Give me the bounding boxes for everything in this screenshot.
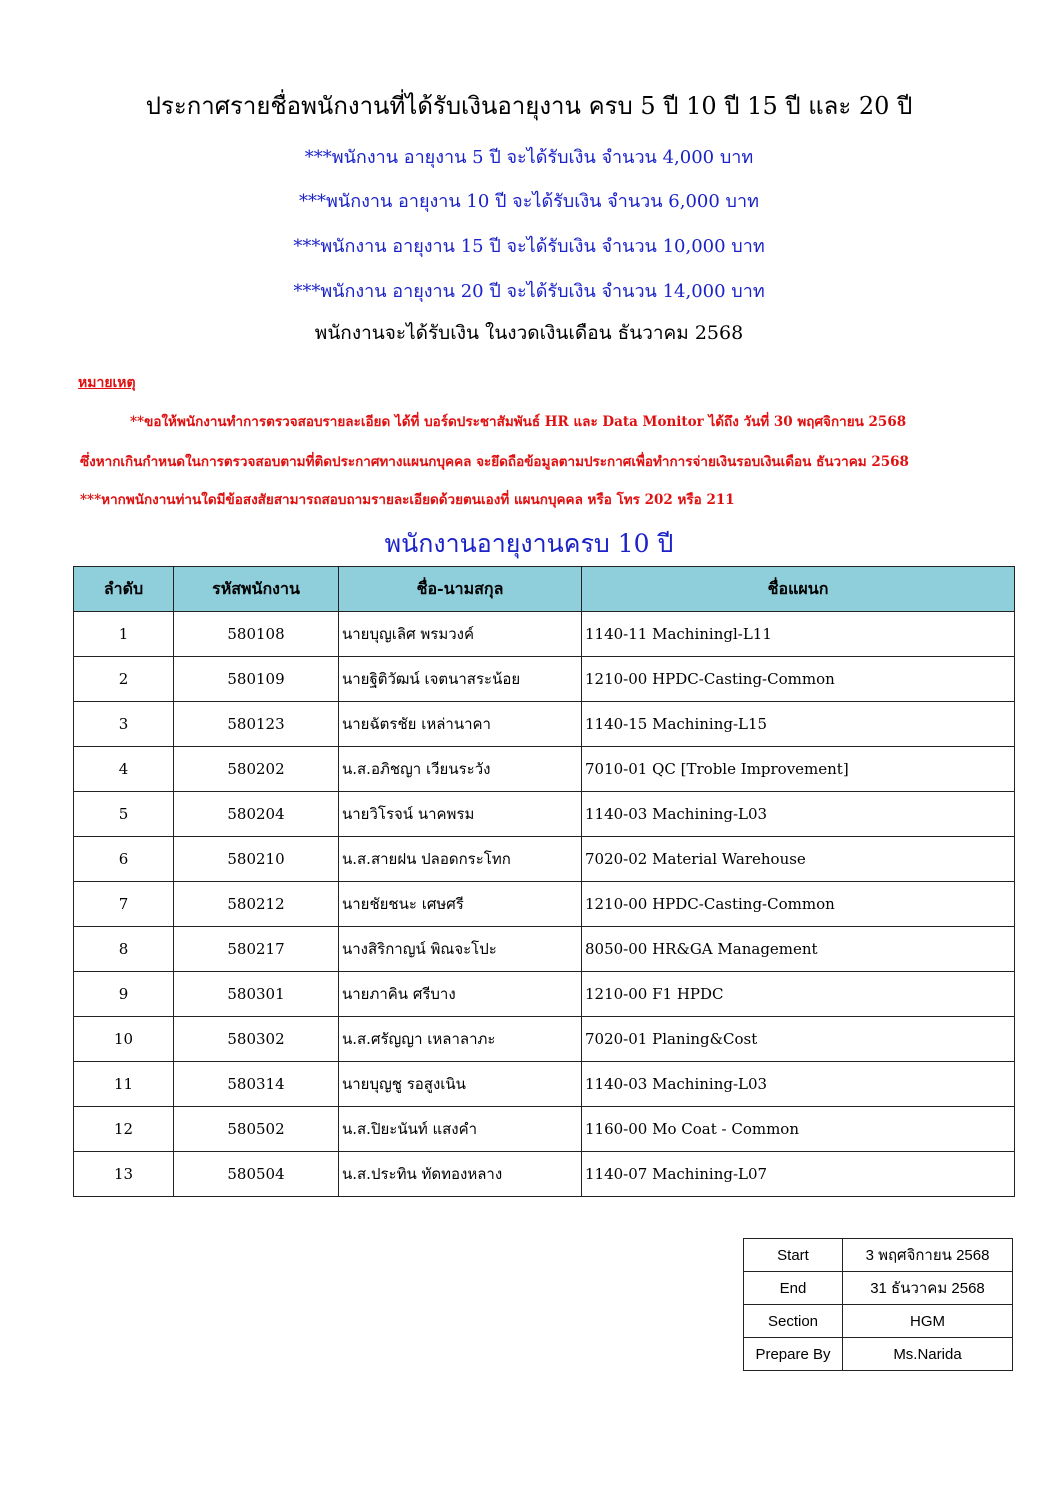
cell-full-name: นางสิริกาญน์ พิณจะโปะ <box>339 927 582 972</box>
cell-department: 1160-00 Mo Coat - Common <box>582 1107 1015 1152</box>
table-row <box>74 1152 1015 1197</box>
cell-employee-id: 580108 <box>174 612 339 657</box>
meta-value: HGM <box>843 1305 1013 1338</box>
cell-employee-id: 580302 <box>174 1017 339 1062</box>
cell-department: 7020-01 Planing&Cost <box>582 1017 1015 1062</box>
benefit-line-10-years: ***พนักงาน อายุงาน 10 ปี จะได้รับเงิน จำนวน 6,000 บาท <box>299 191 759 212</box>
cell-employee-id: 580504 <box>174 1152 339 1197</box>
meta-label: End <box>744 1272 843 1305</box>
cell-order: 2 <box>74 657 174 702</box>
remark-line: ***หากพนักงานท่านใดมีข้อสงสัยสามารถสอบถามรายละเอียดด้วยตนเองที่ แผนกบุคคล หรือ โทร 202 หรือ 211 <box>80 492 735 508</box>
table-row <box>74 1062 1015 1107</box>
meta-label: Prepare By <box>744 1338 843 1371</box>
header-department: ชื่อแผนก <box>582 567 1015 612</box>
cell-employee-id: 580301 <box>174 972 339 1017</box>
cell-employee-id: 580314 <box>174 1062 339 1107</box>
table-row <box>74 657 1015 702</box>
document-meta-table <box>743 1238 1013 1371</box>
meta-label: Start <box>744 1239 843 1272</box>
cell-full-name: นายวิโรจน์ นาคพรม <box>339 792 582 837</box>
cell-order: 6 <box>74 837 174 882</box>
cell-order: 13 <box>74 1152 174 1197</box>
benefit-line-15-years: ***พนักงาน อายุงาน 15 ปี จะได้รับเงิน จำนวน 10,000 บาท <box>293 236 765 257</box>
cell-order: 3 <box>74 702 174 747</box>
cell-order: 9 <box>74 972 174 1017</box>
benefit-line-5-years: ***พนักงาน อายุงาน 5 ปี จะได้รับเงิน จำนวน 4,000 บาท <box>304 147 754 168</box>
cell-full-name: นายฐิติวัฒน์ เจตนาสระน้อย <box>339 657 582 702</box>
cell-order: 4 <box>74 747 174 792</box>
section-heading: พนักงานอายุงานครบ 10 ปี <box>384 529 674 558</box>
cell-employee-id: 580210 <box>174 837 339 882</box>
cell-full-name: น.ส.สายฝน ปลอดกระโทก <box>339 837 582 882</box>
cell-department: 1210-00 HPDC-Casting-Common <box>582 882 1015 927</box>
cell-full-name: นายบุญเลิศ พรมวงค์ <box>339 612 582 657</box>
cell-full-name: น.ส.ศรัญญา เหลาลาภะ <box>339 1017 582 1062</box>
header-order: ลำดับ <box>74 567 174 612</box>
cell-order: 12 <box>74 1107 174 1152</box>
cell-employee-id: 580212 <box>174 882 339 927</box>
header-employee-id: รหัสพนักงาน <box>174 567 339 612</box>
cell-full-name: นายภาคิน ศรีบาง <box>339 972 582 1017</box>
cell-order: 8 <box>74 927 174 972</box>
cell-full-name: นายบุญชู รอสูงเนิน <box>339 1062 582 1107</box>
table-row <box>74 1017 1015 1062</box>
meta-value: Ms.Narida <box>843 1338 1013 1371</box>
cell-full-name: น.ส.ประทิน ทัดทองหลาง <box>339 1152 582 1197</box>
cell-order: 11 <box>74 1062 174 1107</box>
table-header-row <box>74 567 1015 612</box>
cell-employee-id: 580502 <box>174 1107 339 1152</box>
cell-employee-id: 580123 <box>174 702 339 747</box>
cell-department: 1140-11 Machiningl-L11 <box>582 612 1015 657</box>
cell-department: 8050-00 HR&GA Management <box>582 927 1015 972</box>
remark-line: ซึ่งหากเกินกำหนดในการตรวจสอบตามที่ติดประกาศทางแผนกบุคคล จะยึดถือข้อมูลตามประกาศเพื่อทำการจ่ายเงินรอบเงินเดือน ธันวาคม 2568 <box>80 454 909 470</box>
table-row <box>74 837 1015 882</box>
cell-department: 1210-00 F1 HPDC <box>582 972 1015 1017</box>
pay-date-line: พนักงานจะได้รับเงิน ในงวดเงินเดือน ธันวาคม 2568 <box>314 322 744 344</box>
cell-full-name: นายชัยชนะ เศษศรี <box>339 882 582 927</box>
cell-employee-id: 580109 <box>174 657 339 702</box>
cell-employee-id: 580202 <box>174 747 339 792</box>
cell-department: 7010-01 QC [Troble Improvement] <box>582 747 1015 792</box>
table-row <box>74 792 1015 837</box>
cell-full-name: น.ส.ปิยะนันท์ แสงคำ <box>339 1107 582 1152</box>
meta-value: 3 พฤศจิกายน 2568 <box>843 1239 1013 1272</box>
table-row <box>74 612 1015 657</box>
cell-full-name: นายฉัตรชัย เหล่านาคา <box>339 702 582 747</box>
cell-employee-id: 580217 <box>174 927 339 972</box>
header-full-name: ชื่อ-นามสกุล <box>339 567 582 612</box>
cell-department: 1210-00 HPDC-Casting-Common <box>582 657 1015 702</box>
remark-line: **ขอให้พนักงานทำการตรวจสอบรายละเอียด ได้ที่ บอร์ดประชาสัมพันธ์ HR และ Data Monitor ได้ถึง วันที่ 30 พฤศจิกายน 2568 <box>130 414 907 430</box>
page-title: ประกาศรายชื่อพนักงานที่ได้รับเงินอายุงาน ครบ 5 ปี 10 ปี 15 ปี และ 20 ปี <box>145 92 913 120</box>
cell-department: 1140-07 Machining-L07 <box>582 1152 1015 1197</box>
meta-row-end <box>744 1272 1013 1305</box>
table-row <box>74 972 1015 1017</box>
meta-row-prepare-by <box>744 1338 1013 1371</box>
cell-order: 1 <box>74 612 174 657</box>
table-row <box>74 747 1015 792</box>
meta-row-section <box>744 1305 1013 1338</box>
employee-table <box>73 566 1015 1197</box>
cell-employee-id: 580204 <box>174 792 339 837</box>
cell-order: 5 <box>74 792 174 837</box>
cell-department: 1140-15 Machining-L15 <box>582 702 1015 747</box>
table-row <box>74 1107 1015 1152</box>
remark-heading: หมายเหตุ <box>78 375 136 391</box>
meta-row-start <box>744 1239 1013 1272</box>
table-row <box>74 702 1015 747</box>
cell-department: 1140-03 Machining-L03 <box>582 792 1015 837</box>
cell-full-name: น.ส.อภิชญา เวียนระวัง <box>339 747 582 792</box>
cell-order: 10 <box>74 1017 174 1062</box>
cell-department: 7020-02 Material Warehouse <box>582 837 1015 882</box>
meta-label: Section <box>744 1305 843 1338</box>
cell-department: 1140-03 Machining-L03 <box>582 1062 1015 1107</box>
cell-order: 7 <box>74 882 174 927</box>
table-row <box>74 882 1015 927</box>
benefit-line-20-years: ***พนักงาน อายุงาน 20 ปี จะได้รับเงิน จำนวน 14,000 บาท <box>293 281 765 302</box>
table-row <box>74 927 1015 972</box>
meta-value: 31 ธันวาคม 2568 <box>843 1272 1013 1305</box>
